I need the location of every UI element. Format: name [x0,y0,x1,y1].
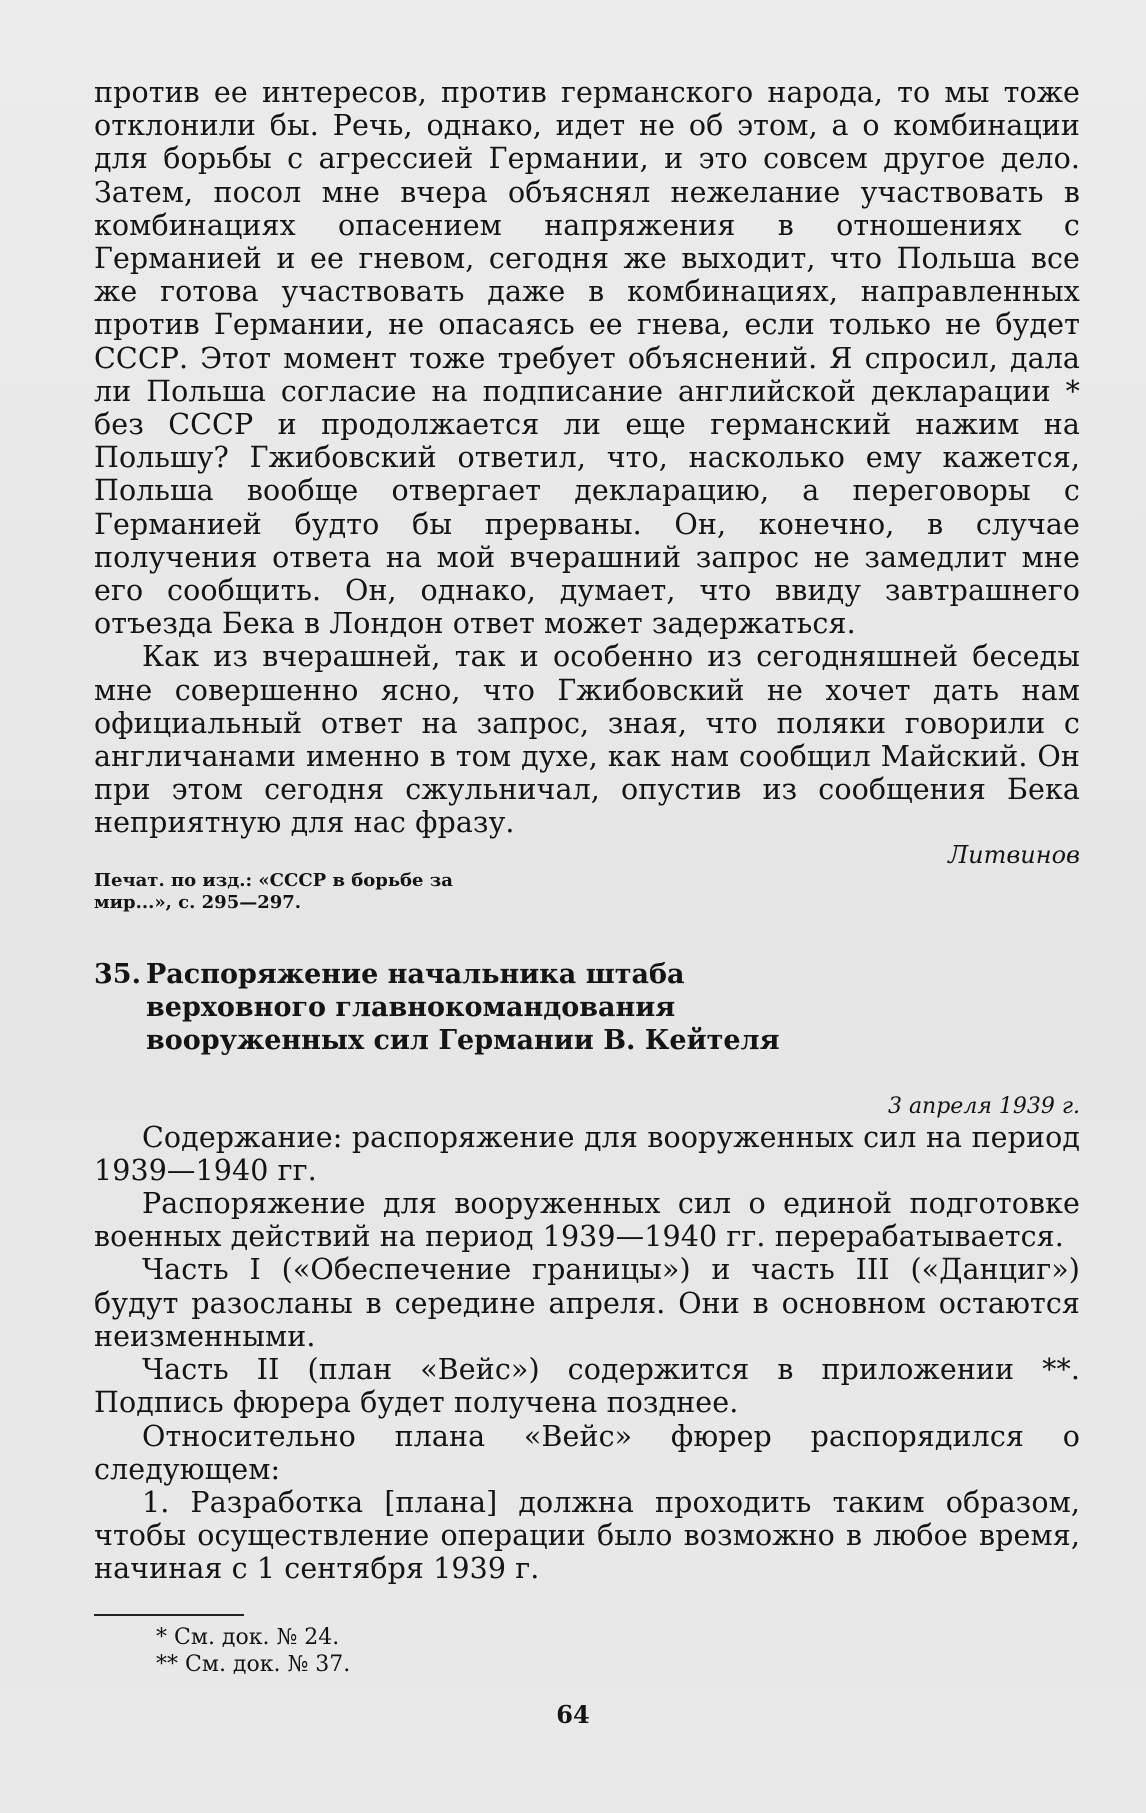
paragraph-continued: против ее интересов, против германского народа, то мы тоже отклонили бы. Речь, однако, идет не об этом, а о комбинации для борьбы с агрессией Германии, и это совсем другое дело. Затем, посол мне вчера объяснял нежелание участвовать в комбинациях опасением напряжения в отношениях с Германией и ее гневом, сегодня же выходит, что Польша все же готова участвовать даже в комбинациях, направленных против Германии, не опасаясь ее гнева, если только не будет СССР. Этот момент тоже требует объяснений. Я спросил, дала ли Польша согласие на подписание английской декларации * без СССР и продолжается ли еще германский нажим на Польшу? Гжибовский ответил, что, насколько ему кажется, Польша вообще отвергает декларацию, а переговоры с Германией будто бы прерваны. Он, конечно, в случае получения ответа на мой вчерашний запрос не замедлит мне его сообщить. Он, однако, думает, что ввиду завтрашнего отъезда Бека в Лондон ответ может задержаться. [94,76,1080,641]
paragraph-plan-weiss: Часть II (план «Вейс») содержится в приложении **. Подпись фюрера будет получена позднее. [94,1353,1080,1420]
paragraph-item-1: 1. Разработка [плана] должна проходить таким образом, чтобы осуществление операции было возможно в любое время, начиная с 1 сентября 1939 г. [94,1485,1080,1586]
paragraph-fuhrer-order: Относительно плана «Вейс» фюрер распорядился о следующем: [94,1419,1080,1486]
signature-litvinov: Литвинов [948,840,1080,869]
footnote: ** См. док. № 37. [156,1651,351,1677]
paragraph-summary: Содержание: распоряжение для вооруженных сил на период 1939—1940 гг. [94,1120,1080,1187]
footnote-divider [94,1614,244,1616]
document-title-line: Распоряжение начальника штаба [146,958,685,990]
document-date: 3 апреля 1939 г. [887,1093,1080,1119]
page-number: 64 [556,1700,590,1729]
paragraph-conversation-conclusion: Как из вчерашней, так и особенно из сегодняшней беседы мне совершенно ясно, что Гжибовский не хочет дать нам официальный ответ на запрос, зная, что поляки говорили с англичанами именно в том духе, как нам сообщил Майский. Он при этом сегодня сжульничал, опустив из сообщения Бека неприятную для нас фразу. [94,640,1080,840]
paragraph-parts: Часть I («Обеспечение границы») и часть III («Данциг») будут разосланы в середине апреля. Они в основном остаются неизменными. [94,1253,1080,1353]
document-title-line: вооруженных сил Германии В. Кейтеля [146,1024,780,1056]
document-heading [94,958,1080,1057]
paragraph-directive: Распоряжение для вооруженных сил о единой подготовке военных действий на период 1939—1940 гг. перерабатывается. [94,1187,1080,1254]
footnotes [94,1614,1080,1678]
document-title-line: верховного главнокомандования [146,991,676,1023]
document-title [146,958,780,1057]
footnote: * См. док. № 24. [156,1624,340,1650]
source-citation: Печат. по изд.: «СССР в борьбе за мир...», с. 295—297. [94,869,453,913]
text-column [94,76,1080,1678]
document-number: 35. [94,958,141,990]
